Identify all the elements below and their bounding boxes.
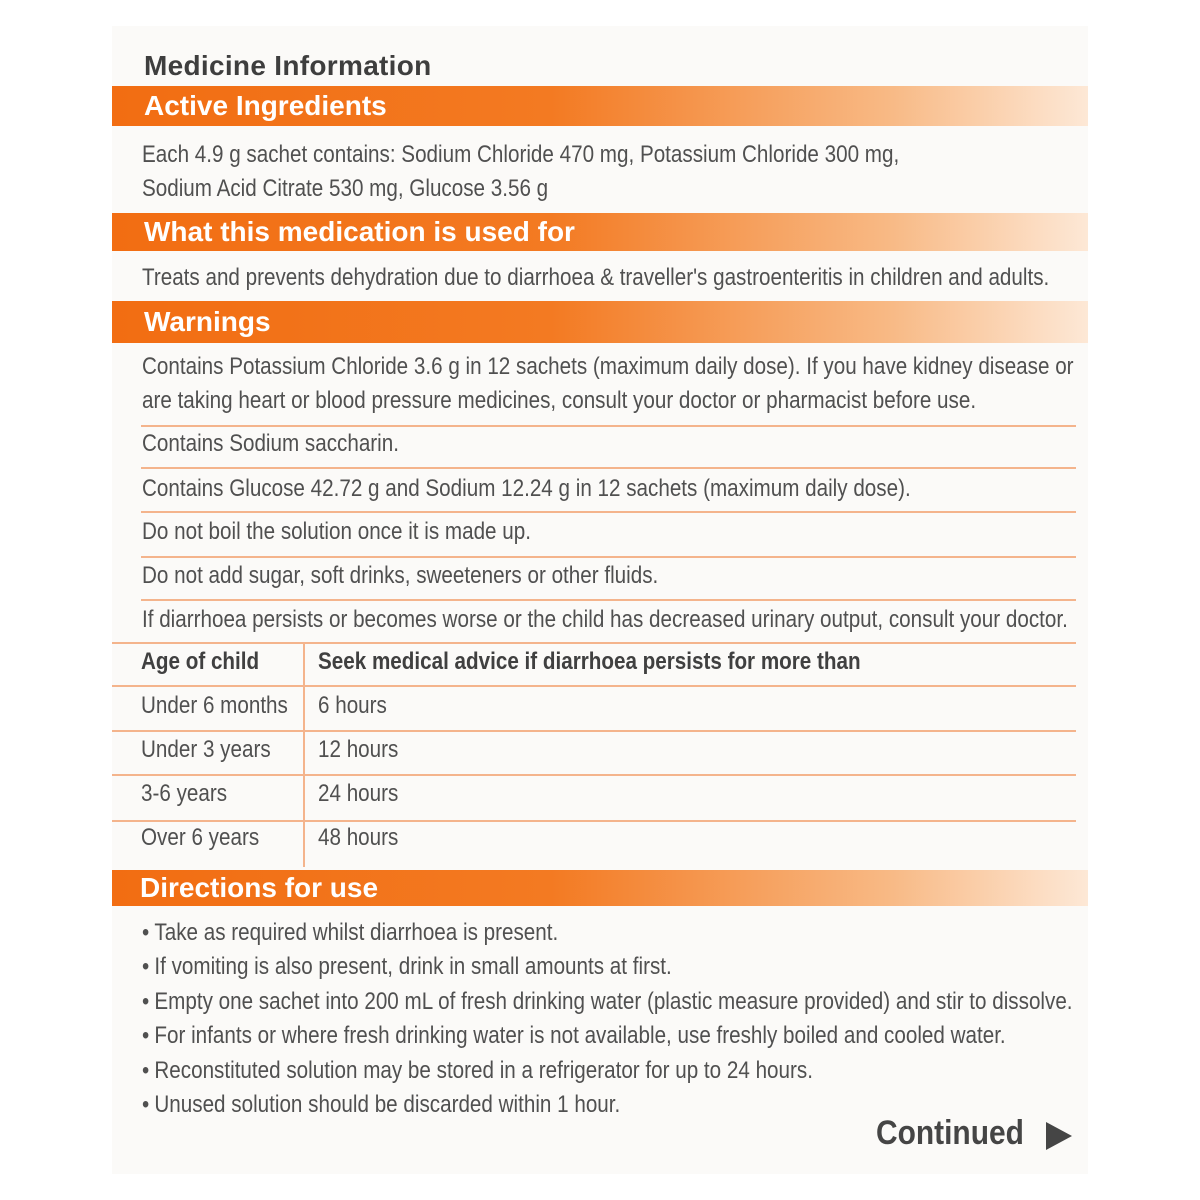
directions-heading [112, 870, 1088, 906]
table-cell-duration: 12 hours [318, 736, 399, 763]
warning-potassium-line-2: are taking heart or blood pressure medicines, consult your doctor or pharmacist before use. [142, 387, 977, 414]
active-ingredients-line-1: Each 4.9 g sachet contains: Sodium Chloride 470 mg, Potassium Chloride 300 mg, [142, 141, 900, 168]
play-arrow-icon [1046, 1122, 1072, 1150]
continued-label: Continued [876, 1114, 1024, 1152]
table-cell-duration: 24 hours [318, 780, 399, 807]
table-cell-age: 3-6 years [141, 780, 228, 807]
divider [112, 730, 1076, 732]
warning-item: Contains Glucose 42.72 g and Sodium 12.24 g in 12 sachets (maximum daily dose). [142, 475, 911, 502]
table-cell-duration: 48 hours [318, 824, 399, 851]
active-ingredients-heading [112, 86, 1088, 126]
usage-heading-text: What this medication is used for [144, 216, 575, 247]
direction-item: • Take as required whilst diarrhoea is present. [142, 916, 558, 950]
direction-item: • Unused solution should be discarded within 1 hour. [142, 1088, 620, 1122]
usage-text: Treats and prevents dehydration due to diarrhoea & traveller's gastroenteritis in children and adults. [142, 264, 1050, 291]
table-cell-age: Under 3 years [141, 736, 271, 763]
direction-item: • Empty one sachet into 200 mL of fresh drinking water (plastic measure provided) and stir to dissolve. [142, 985, 1073, 1019]
divider [112, 820, 1076, 822]
table-cell-age: Over 6 years [141, 824, 260, 851]
warning-potassium-line-1: Contains Potassium Chloride 3.6 g in 12 sachets (maximum daily dose). If you have kidney disease or [142, 353, 1074, 380]
direction-item: • For infants or where fresh drinking water is not available, use freshly boiled and cooled water. [142, 1019, 1006, 1053]
warning-item: Do not boil the solution once it is made up. [142, 518, 531, 545]
warning-item: Do not add sugar, soft drinks, sweeteners or other fluids. [142, 562, 659, 589]
warning-item: Contains Sodium saccharin. [142, 430, 399, 457]
directions-heading-text: Directions for use [140, 872, 379, 903]
table-header-age: Age of child [141, 648, 260, 675]
table-header-advice: Seek medical advice if diarrhoea persists for more than [318, 648, 861, 675]
page-title: Medicine Information [144, 50, 432, 81]
divider [141, 599, 1076, 601]
divider [141, 511, 1076, 513]
usage-heading [112, 213, 1088, 251]
direction-item: • If vomiting is also present, drink in small amounts at first. [142, 950, 672, 984]
divider [112, 642, 1076, 644]
table-cell-age: Under 6 months [141, 692, 288, 719]
divider [112, 685, 1076, 687]
table-column-divider [303, 643, 305, 867]
warnings-heading [112, 301, 1088, 343]
table-cell-duration: 6 hours [318, 692, 387, 719]
active-ingredients-heading-text: Active Ingredients [144, 90, 387, 121]
direction-item: • Reconstituted solution may be stored in a refrigerator for up to 24 hours. [142, 1054, 813, 1088]
divider [141, 556, 1076, 558]
divider [112, 774, 1076, 776]
active-ingredients-line-2: Sodium Acid Citrate 530 mg, Glucose 3.56 g [142, 175, 549, 202]
warnings-heading-text: Warnings [144, 306, 271, 337]
divider [141, 467, 1076, 469]
warning-item: If diarrhoea persists or becomes worse or the child has decreased urinary output, consult your doctor. [142, 606, 1068, 633]
